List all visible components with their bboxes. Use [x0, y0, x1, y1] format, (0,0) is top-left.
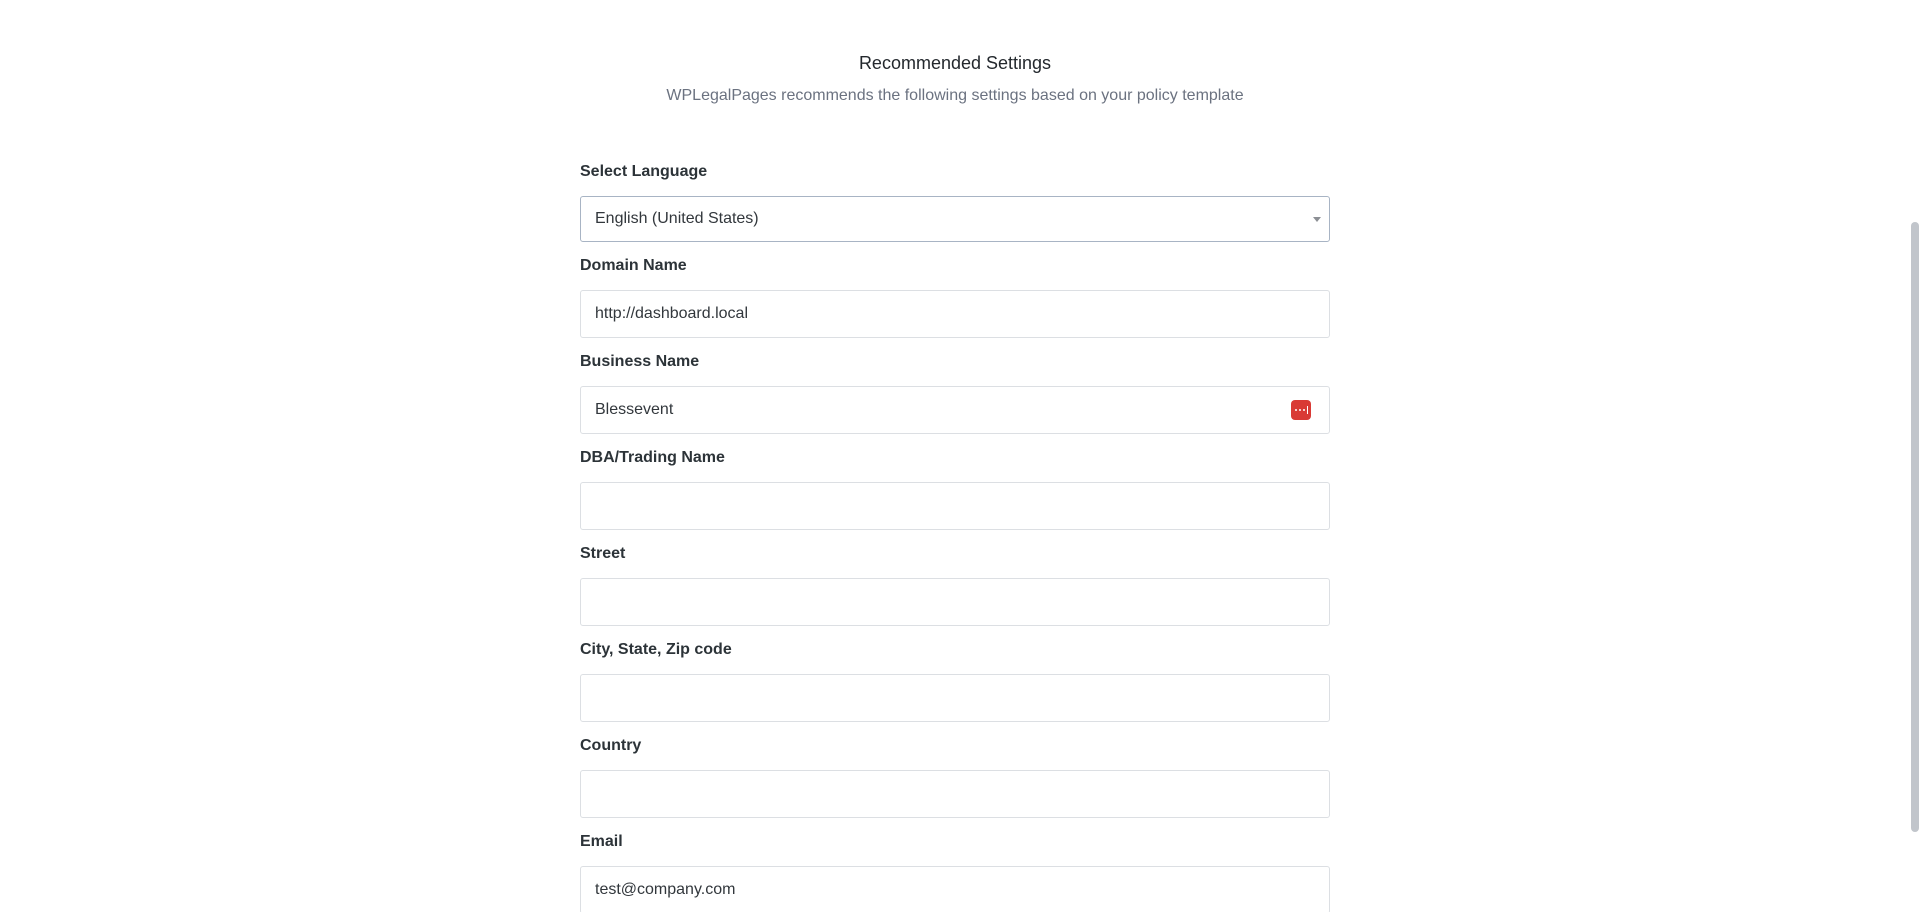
city-state-zip-input[interactable] — [580, 674, 1330, 722]
domain-name-value: http://dashboard.local — [595, 305, 748, 322]
dba-name-input[interactable] — [580, 482, 1330, 530]
language-select[interactable] — [580, 196, 1330, 242]
pw-dot — [1299, 409, 1301, 411]
password-manager-icon[interactable] — [1291, 400, 1311, 420]
country-input[interactable] — [580, 770, 1330, 818]
dropdown-arrow-icon — [1313, 217, 1321, 222]
settings-form — [580, 160, 1330, 912]
email-input[interactable] — [580, 866, 1330, 912]
dba-name-label: DBA/Trading Name — [580, 449, 725, 466]
page-scrollbar[interactable] — [1910, 0, 1920, 912]
domain-name-label: Domain Name — [580, 257, 687, 274]
scrollbar-thumb[interactable] — [1911, 222, 1919, 832]
language-select-value: English (United States) — [595, 210, 759, 227]
street-input[interactable] — [580, 578, 1330, 626]
street-label: Street — [580, 545, 626, 562]
business-name-label: Business Name — [580, 353, 700, 370]
domain-name-input[interactable] — [580, 290, 1330, 338]
business-name-value: Blessevent — [595, 401, 674, 418]
page-title: Recommended Settings — [858, 53, 1052, 73]
email-value: test@company.com — [595, 881, 736, 898]
page-header — [0, 50, 1910, 108]
language-label: Select Language — [580, 163, 708, 180]
pw-dot — [1303, 409, 1305, 411]
pw-dot — [1295, 409, 1297, 411]
email-label: Email — [580, 833, 623, 850]
business-name-input[interactable] — [580, 386, 1330, 434]
pw-cursor — [1307, 406, 1309, 414]
city-state-zip-label: City, State, Zip code — [580, 641, 732, 658]
page-subtitle: WPLegalPages recommends the following settings based on your policy template — [666, 87, 1244, 104]
country-label: Country — [580, 737, 642, 754]
